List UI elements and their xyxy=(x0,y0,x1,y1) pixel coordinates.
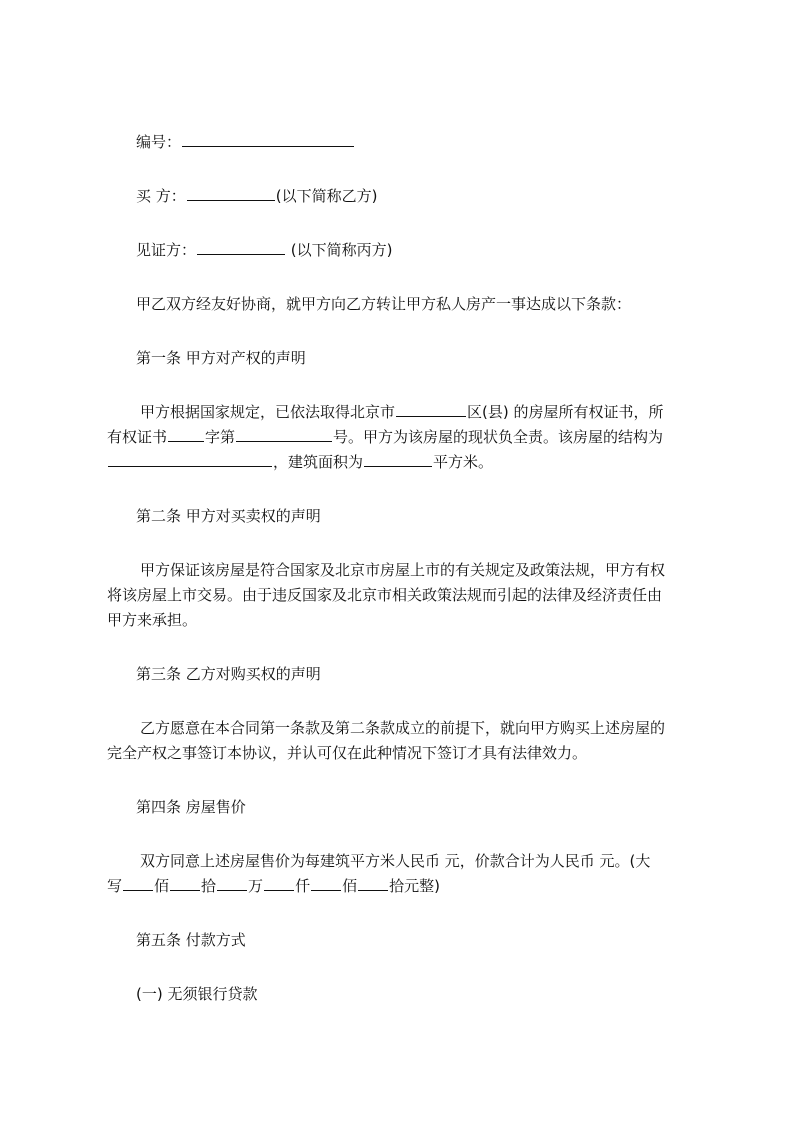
contract-number-line xyxy=(136,132,731,152)
article2-line3: 甲方来承担。 xyxy=(107,611,198,629)
witness-label: 见证方： xyxy=(136,241,197,259)
amount-blank-5[interactable] xyxy=(311,876,341,891)
area-blank[interactable] xyxy=(364,452,432,467)
amount-blank-3[interactable] xyxy=(217,876,247,891)
buyer-label: 买 方： xyxy=(136,187,186,205)
witness-suffix: (以下简称丙方) xyxy=(286,241,393,259)
article1-line2: 有权证书 字第 号。甲方为该房屋的现状负全责。该房屋的结构为 xyxy=(107,428,664,446)
article3-title: 第三条 乙方对购买权的声明 xyxy=(136,665,321,683)
article1-line3: ，建筑面积为 平方米。 xyxy=(107,452,702,472)
number-label: 编号： xyxy=(136,133,182,151)
amount-blank-2[interactable] xyxy=(170,876,200,891)
cert-number-blank[interactable] xyxy=(236,427,332,442)
intro-paragraph: 甲乙双方经友好协商，就甲方向乙方转让甲方私人房产一事达成以下条款： xyxy=(136,295,632,313)
number-blank[interactable] xyxy=(182,132,354,147)
buyer-line xyxy=(136,186,731,206)
article5-title: 第五条 付款方式 xyxy=(136,931,246,949)
article2-title: 第二条 甲方对买卖权的声明 xyxy=(136,507,321,525)
article5-item1: (一) 无须银行贷款 xyxy=(136,985,258,1003)
article1-title: 第一条 甲方对产权的声明 xyxy=(136,349,306,367)
witness-blank[interactable] xyxy=(197,240,285,255)
article2-line2: 将该房屋上市交易。由于违反国家及北京市相关政策法规而引起的法律及经济责任由 xyxy=(107,586,663,604)
article3-line1: 乙方愿意在本合同第一条款及第二条款成立的前提下，就向甲方购买上述房屋的 xyxy=(140,719,666,737)
article3-line2: 完全产权之事签订本协议，并认可仅在此种情况下签订才具有法律效力。 xyxy=(107,744,588,762)
amount-blank-4[interactable] xyxy=(264,876,294,891)
article4-line2: 写 佰 拾 万 仟 佰 拾元整) xyxy=(107,877,440,895)
district-blank[interactable] xyxy=(396,402,466,417)
article4-title: 第四条 房屋售价 xyxy=(136,798,246,816)
article1-line1: 甲方根据国家规定，已依法取得北京市 区(县) 的房屋所有权证书，所 xyxy=(140,403,664,421)
buyer-suffix: (以下简称乙方) xyxy=(275,187,378,205)
article2-line1: 甲方保证该房屋是符合国家及北京市房屋上市的有关规定及政策法规，甲方有权 xyxy=(140,561,666,579)
amount-blank-1[interactable] xyxy=(123,876,153,891)
buyer-blank[interactable] xyxy=(187,186,275,201)
article4-line1: 双方同意上述房屋售价为每建筑平方米人民币 元，价款合计为人民币 元。(大 xyxy=(140,852,651,870)
witness-line xyxy=(136,240,731,260)
structure-blank[interactable] xyxy=(108,452,272,467)
amount-blank-6[interactable] xyxy=(358,876,388,891)
cert-prefix-blank[interactable] xyxy=(168,427,204,442)
